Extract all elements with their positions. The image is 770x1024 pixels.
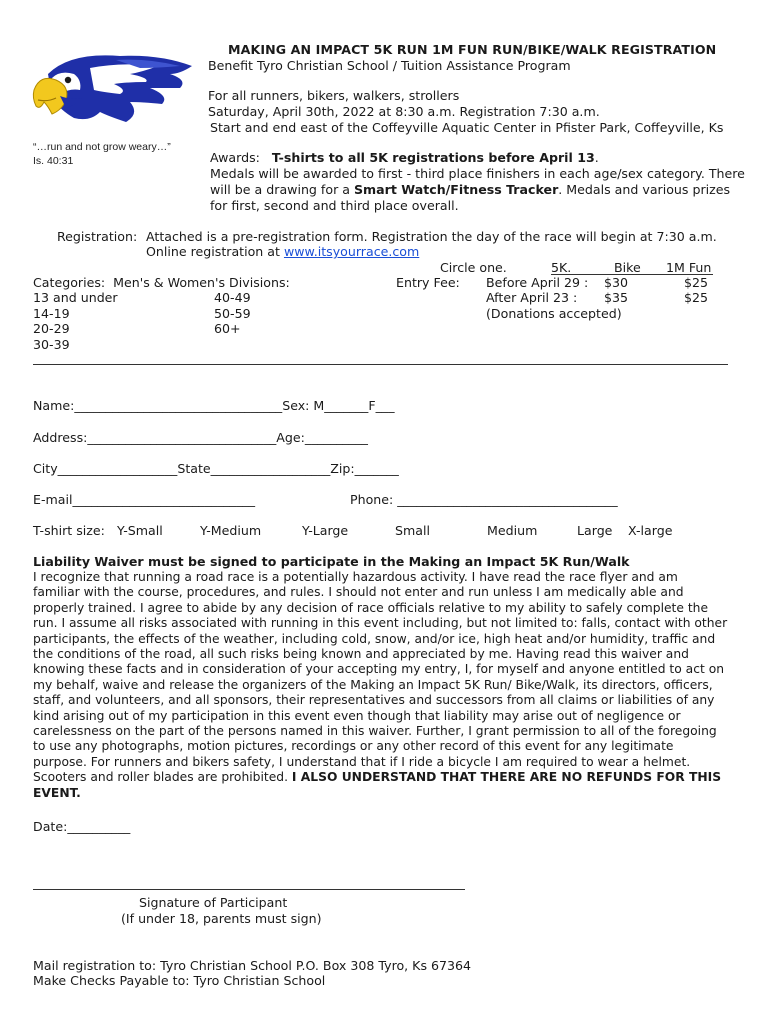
name-sex-field[interactable]: Name:_________________________________Sex: M_______F___ — [33, 398, 395, 413]
waiver-line: run. I assume all risks associated with running in this event including, but not limited to: falls, contact with other — [33, 616, 728, 631]
registration-link[interactable]: www.itsyourrace.com — [283, 244, 420, 259]
waiver-line-last — [33, 770, 755, 785]
awards-prizes-text: . Medals and various prizes — [558, 182, 731, 197]
waiver-body — [33, 570, 755, 801]
circle-one-label: Circle one. — [440, 260, 507, 275]
waiver-line: kind arising out of my participation in this event even though that liability may arise out of negligence or — [33, 708, 681, 723]
fee-5k-before: $30 — [604, 275, 629, 290]
fee-5k-after: $35 — [604, 290, 629, 305]
awards-drawing-text: will be a drawing for a — [210, 182, 354, 197]
city-state-zip-field[interactable]: City___________________State___________________Zip:_______ — [33, 461, 399, 476]
waiver-line: staff, and volunteers, and all sponsors, their representatives and successors from all claims or liabilities of any — [33, 693, 715, 708]
awards-prize-name: Smart Watch/Fitness Tracker — [353, 182, 559, 197]
categories-label: Categories: — [33, 275, 106, 290]
email-field[interactable]: E-mail_____________________________ — [33, 492, 256, 507]
waiver-line: my behalf, waive and release the organizers of the Making an Impact 5K Run/ Bike/Walk, its directors, officers, — [33, 677, 713, 692]
awards-label: Awards: — [210, 150, 260, 165]
awards-period: . — [594, 150, 599, 165]
tshirt-option-y-small[interactable]: Y-Small — [117, 523, 163, 538]
mail-address: Mail registration to: Tyro Christian School P.O. Box 308 Tyro, Ks 67364 — [33, 958, 472, 973]
waiver-line: knowing these facts and in consideration of your accepting my entry, I, for myself and anyone entitled to act on — [33, 662, 725, 677]
awards-line-3 — [210, 182, 730, 197]
waiver-line: I recognize that running a road race is a potentially hazardous activity. I have read the race flyer and am — [33, 570, 678, 584]
awards-tshirt-note: T-shirts to all 5K registrations before April 13 — [271, 150, 595, 165]
section-divider — [33, 364, 728, 365]
benefit-line: Benefit Tyro Christian School / Tuition Assistance Program — [208, 58, 571, 73]
for-all-line: For all runners, bikers, walkers, strollers — [208, 88, 460, 103]
age-group: 14-19 — [33, 306, 70, 321]
phone-field[interactable]: Phone: ___________________________________ — [350, 492, 618, 507]
event-location-line: Start and end east of the Coffeyville Aquatic Center in Pfister Park, Coffeyville, Ks — [210, 120, 724, 135]
waiver-line: participants, the effects of the weather, including cold, snow, and/or ice, high heat and/or humidity, traffic and — [33, 631, 716, 646]
donations-note: (Donations accepted) — [486, 306, 622, 321]
tshirt-size-label: T-shirt size: — [33, 523, 105, 538]
waiver-line: familiar with the course, procedures, and rules. I should not enter and run unless I am medically able and — [33, 585, 684, 600]
waiver-line-event — [33, 786, 755, 801]
tshirt-option-medium[interactable]: Medium — [487, 523, 538, 538]
eagle-mascot-icon — [30, 44, 198, 136]
fee-header-bike: Bike — [614, 260, 641, 275]
verse-quote: “…run and not grow weary…” — [33, 141, 171, 153]
online-registration-line — [146, 244, 419, 259]
awards-line-4: for first, second and third place overall. — [210, 198, 459, 213]
awards-line-2: Medals will be awarded to first - third place finishers in each age/sex category. There — [210, 166, 745, 181]
address-age-field[interactable]: Address:______________________________Age:__________ — [33, 430, 368, 445]
age-group: 40-49 — [214, 290, 251, 305]
registration-label: Registration: — [57, 229, 138, 244]
waiver-line: properly trained. I agree to abide by any decision of race officials relative to my ability to safely complete the — [33, 600, 709, 615]
no-refunds-text-end: EVENT. — [33, 785, 81, 800]
signature-note: (If under 18, parents must sign) — [121, 911, 322, 926]
checks-payable: Make Checks Payable to: Tyro Christian School — [33, 973, 326, 988]
page-title: MAKING AN IMPACT 5K RUN 1M FUN RUN/BIKE/WALK REGISTRATION — [228, 42, 717, 57]
fee-fun-before: $25 — [684, 275, 709, 290]
fee-fun-after: $25 — [684, 290, 709, 305]
signature-label: Signature of Participant — [139, 895, 288, 910]
waiver-scooters-text: Scooters and roller blades are prohibited. — [33, 770, 292, 785]
age-group: 13 and under — [33, 290, 118, 305]
waiver-heading-text: Liability Waiver must be signed to participate in the Making an Impact 5K Run/Walk — [33, 554, 630, 569]
waiver-line: carelessness on the part of the persons named in this waiver. Further, I grant permission to all of the foregoing — [33, 724, 717, 739]
waiver-heading — [33, 554, 630, 569]
no-refunds-text: I ALSO UNDERSTAND THAT THERE ARE NO REFUNDS FOR THIS — [291, 770, 722, 785]
age-group: 50-59 — [214, 306, 251, 321]
fee-header-fun-run: 1M Fun — [666, 260, 712, 275]
awards-line-1 — [210, 150, 599, 165]
tshirt-option-small[interactable]: Small — [395, 523, 430, 538]
online-registration-text: Online registration at — [146, 244, 284, 259]
waiver-line: purpose. For runners and bikers safety, I understand that if I ride a bicycle I am required to wear a helmet. — [33, 754, 691, 769]
age-group: 30-39 — [33, 337, 70, 352]
tshirt-option-y-large[interactable]: Y-Large — [302, 523, 349, 538]
fee-header-5k: 5K. — [551, 260, 572, 275]
waiver-line: the conditions of the road, all such risks being known and appreciated by me. Having read this waiver and — [33, 647, 689, 662]
categories-line — [33, 275, 290, 290]
age-group: 20-29 — [33, 321, 70, 336]
tshirt-option-large[interactable]: Large — [577, 523, 613, 538]
fee-row-label: After April 23 : — [486, 290, 578, 305]
entry-fee-label: Entry Fee: — [396, 275, 460, 290]
signature-line[interactable] — [33, 889, 465, 890]
age-group: 60+ — [214, 321, 241, 336]
date-field[interactable]: Date:__________ — [33, 819, 131, 834]
tshirt-option-x-large[interactable]: X-large — [628, 523, 673, 538]
waiver-line: to use any photographs, motion pictures, recordings or any other record of this event for any legitimate — [33, 739, 674, 754]
verse-reference: Is. 40:31 — [33, 155, 74, 167]
tshirt-option-y-medium[interactable]: Y-Medium — [200, 523, 262, 538]
divisions-label: Men's & Women's Divisions: — [113, 275, 290, 290]
event-date-line: Saturday, April 30th, 2022 at 8:30 a.m. Registration 7:30 a.m. — [208, 104, 600, 119]
fee-row-label: Before April 29 : — [486, 275, 589, 290]
registration-text: Attached is a pre-registration form. Registration the day of the race will begin at 7:30 a.m. — [146, 229, 717, 244]
